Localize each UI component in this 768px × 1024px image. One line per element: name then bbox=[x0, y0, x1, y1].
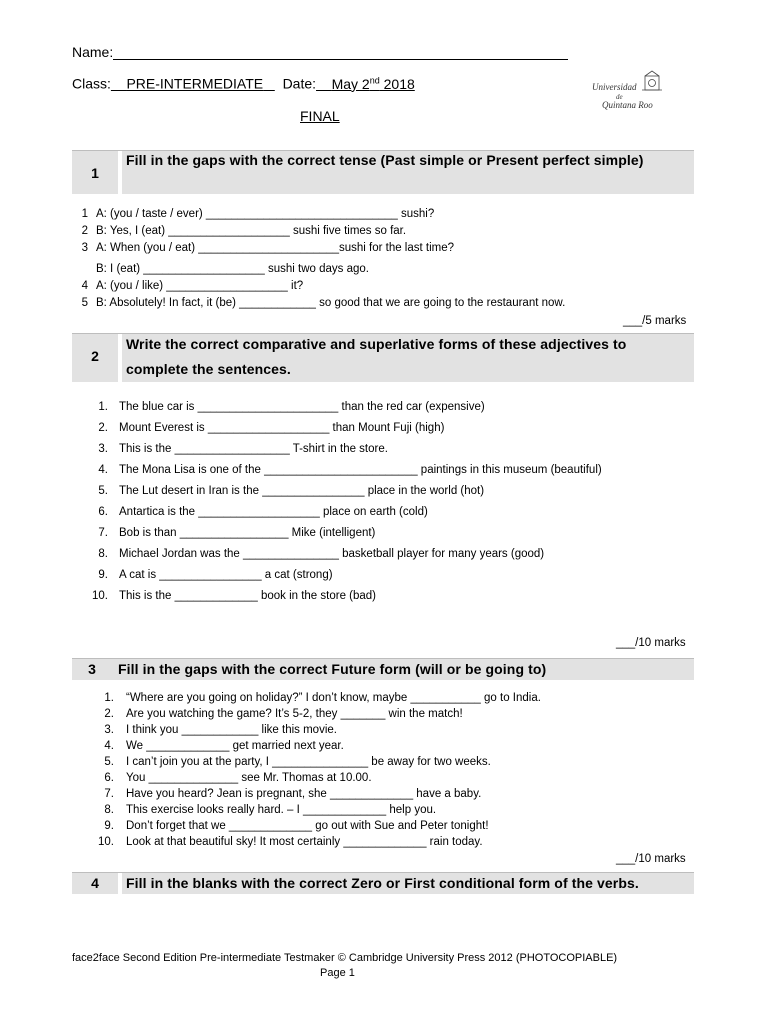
section-title: Fill in the gaps with the correct tense (Past simple or Present perfect simple) bbox=[126, 152, 644, 168]
section-title: Write the correct comparative and superlative forms of these adjectives to complete the sentences. bbox=[126, 336, 627, 377]
question-1-4: A: (you / like) ___________________ it? bbox=[96, 280, 304, 292]
item-number: 4. bbox=[104, 740, 114, 752]
question-2-5: The Lut desert in Iran is the ________________ place in the world (hot) bbox=[119, 485, 485, 497]
item-number: 3. bbox=[104, 724, 114, 736]
question-3-6: You ______________ see Mr. Thomas at 10.00. bbox=[126, 772, 372, 784]
question-1-1: A: (you / taste / ever) ______________________________ sushi? bbox=[96, 208, 435, 220]
item-number: 9. bbox=[98, 569, 108, 581]
class-label: Class: bbox=[72, 75, 111, 92]
item-number: 10. bbox=[98, 836, 114, 848]
item-number: 7. bbox=[98, 527, 108, 539]
section-2-marks: ___/10 marks bbox=[616, 637, 686, 649]
question-3-5: I can’t join you at the party, I _______________ be away for two weeks. bbox=[126, 756, 491, 768]
name-row bbox=[72, 44, 568, 60]
question-3-8: This exercise looks really hard. – I _____________ help you. bbox=[126, 804, 437, 816]
question-2-10: This is the _____________ book in the store (bad) bbox=[119, 590, 377, 602]
item-number: 1. bbox=[104, 692, 114, 704]
question-1-2: B: Yes, I (eat) ___________________ sushi five times so far. bbox=[96, 225, 407, 237]
item-number: 1 bbox=[81, 208, 88, 220]
item-number: 5 bbox=[81, 297, 88, 309]
item-number: 2 bbox=[81, 225, 88, 237]
question-2-2: Mount Everest is ___________________ than Mount Fuji (high) bbox=[119, 422, 445, 434]
question-3-10: Look at that beautiful sky! It most certainly _____________ rain today. bbox=[126, 836, 483, 848]
question-2-7: Bob is than _________________ Mike (intelligent) bbox=[119, 527, 376, 539]
name-label: Name: bbox=[72, 44, 114, 60]
question-2-6: Antartica is the ___________________ place on earth (cold) bbox=[119, 506, 428, 518]
item-number: 9. bbox=[104, 820, 114, 832]
footer-page-number: Page 1 bbox=[320, 967, 355, 979]
class-value: PRE-INTERMEDIATE bbox=[126, 75, 264, 92]
question-2-9: A cat is ________________ a cat (strong) bbox=[119, 569, 333, 581]
section-4-header bbox=[72, 872, 694, 894]
item-number: 1. bbox=[98, 401, 108, 413]
item-number: 10. bbox=[92, 590, 108, 602]
item-number: 6. bbox=[98, 506, 108, 518]
section-number: 3 bbox=[88, 661, 96, 677]
university-seal-icon bbox=[590, 70, 670, 112]
item-number: 4 bbox=[81, 280, 88, 292]
section-number: 4 bbox=[91, 875, 99, 891]
item-number: 7. bbox=[104, 788, 114, 800]
item-number: 3. bbox=[98, 443, 108, 455]
date-value: May 2nd 2018 bbox=[331, 75, 415, 92]
question-2-8: Michael Jordan was the _______________ basketball player for many years (good) bbox=[119, 548, 545, 560]
svg-text:Universidad: Universidad bbox=[592, 82, 637, 92]
section-number: 1 bbox=[91, 165, 99, 181]
section-2-header bbox=[72, 333, 694, 382]
section-1-marks: ___/5 marks bbox=[623, 315, 687, 327]
question-1-5: B: Absolutely! In fact, it (be) ____________ so good that we are going to the restaurant now. bbox=[96, 297, 566, 309]
item-number: 2. bbox=[98, 422, 108, 434]
question-1-3b: B: I (eat) ___________________ sushi two days ago. bbox=[96, 263, 370, 275]
svg-text:Quintana Roo: Quintana Roo bbox=[602, 100, 653, 110]
question-3-2: Are you watching the game? It’s 5-2, they _______ win the match! bbox=[126, 708, 463, 720]
question-2-3: This is the __________________ T-shirt in the store. bbox=[119, 443, 388, 455]
question-3-7: Have you heard? Jean is pregnant, she _____________ have a baby. bbox=[126, 788, 482, 800]
item-number: 3 bbox=[81, 242, 88, 254]
section-1-header bbox=[72, 150, 694, 194]
section-number: 2 bbox=[91, 348, 99, 364]
section-3-marks: ___/10 marks bbox=[616, 853, 686, 865]
item-number: 5. bbox=[98, 485, 108, 497]
section-title: Fill in the blanks with the correct Zero or First conditional form of the verbs. bbox=[126, 875, 639, 891]
class-date-row bbox=[72, 75, 415, 92]
date-label: Date: bbox=[282, 75, 317, 92]
item-number: 8. bbox=[98, 548, 108, 560]
section-3-header bbox=[72, 658, 694, 680]
item-number: 5. bbox=[104, 756, 114, 768]
exam-title: FINAL bbox=[300, 108, 340, 124]
question-3-4: We _____________ get married next year. bbox=[126, 740, 344, 752]
question-3-9: Don’t forget that we _____________ go out with Sue and Peter tonight! bbox=[126, 820, 489, 832]
item-number: 6. bbox=[104, 772, 114, 784]
question-3-1: “Where are you going on holiday?” I don’t know, maybe ___________ go to India. bbox=[126, 692, 541, 704]
item-number: 8. bbox=[104, 804, 114, 816]
question-1-3: A: When (you / eat) ______________________sushi for the last time? bbox=[96, 242, 455, 254]
name-field[interactable] bbox=[113, 44, 568, 60]
section-title: Fill in the gaps with the correct Future form (will or be going to) bbox=[118, 661, 547, 677]
item-number: 4. bbox=[98, 464, 108, 476]
question-3-3: I think you ____________ like this movie. bbox=[126, 724, 337, 736]
question-2-4: The Mona Lisa is one of the ________________________ paintings in this museum (beautiful) bbox=[119, 464, 602, 476]
svg-text:de: de bbox=[616, 93, 623, 101]
university-logo bbox=[590, 70, 670, 112]
footer-copyright: face2face Second Edition Pre-intermediate Testmaker © Cambridge University Press 2012 (PHOTOCOPIABLE) bbox=[72, 952, 618, 964]
item-number: 2. bbox=[104, 708, 114, 720]
question-2-1: The blue car is ______________________ than the red car (expensive) bbox=[119, 401, 485, 413]
